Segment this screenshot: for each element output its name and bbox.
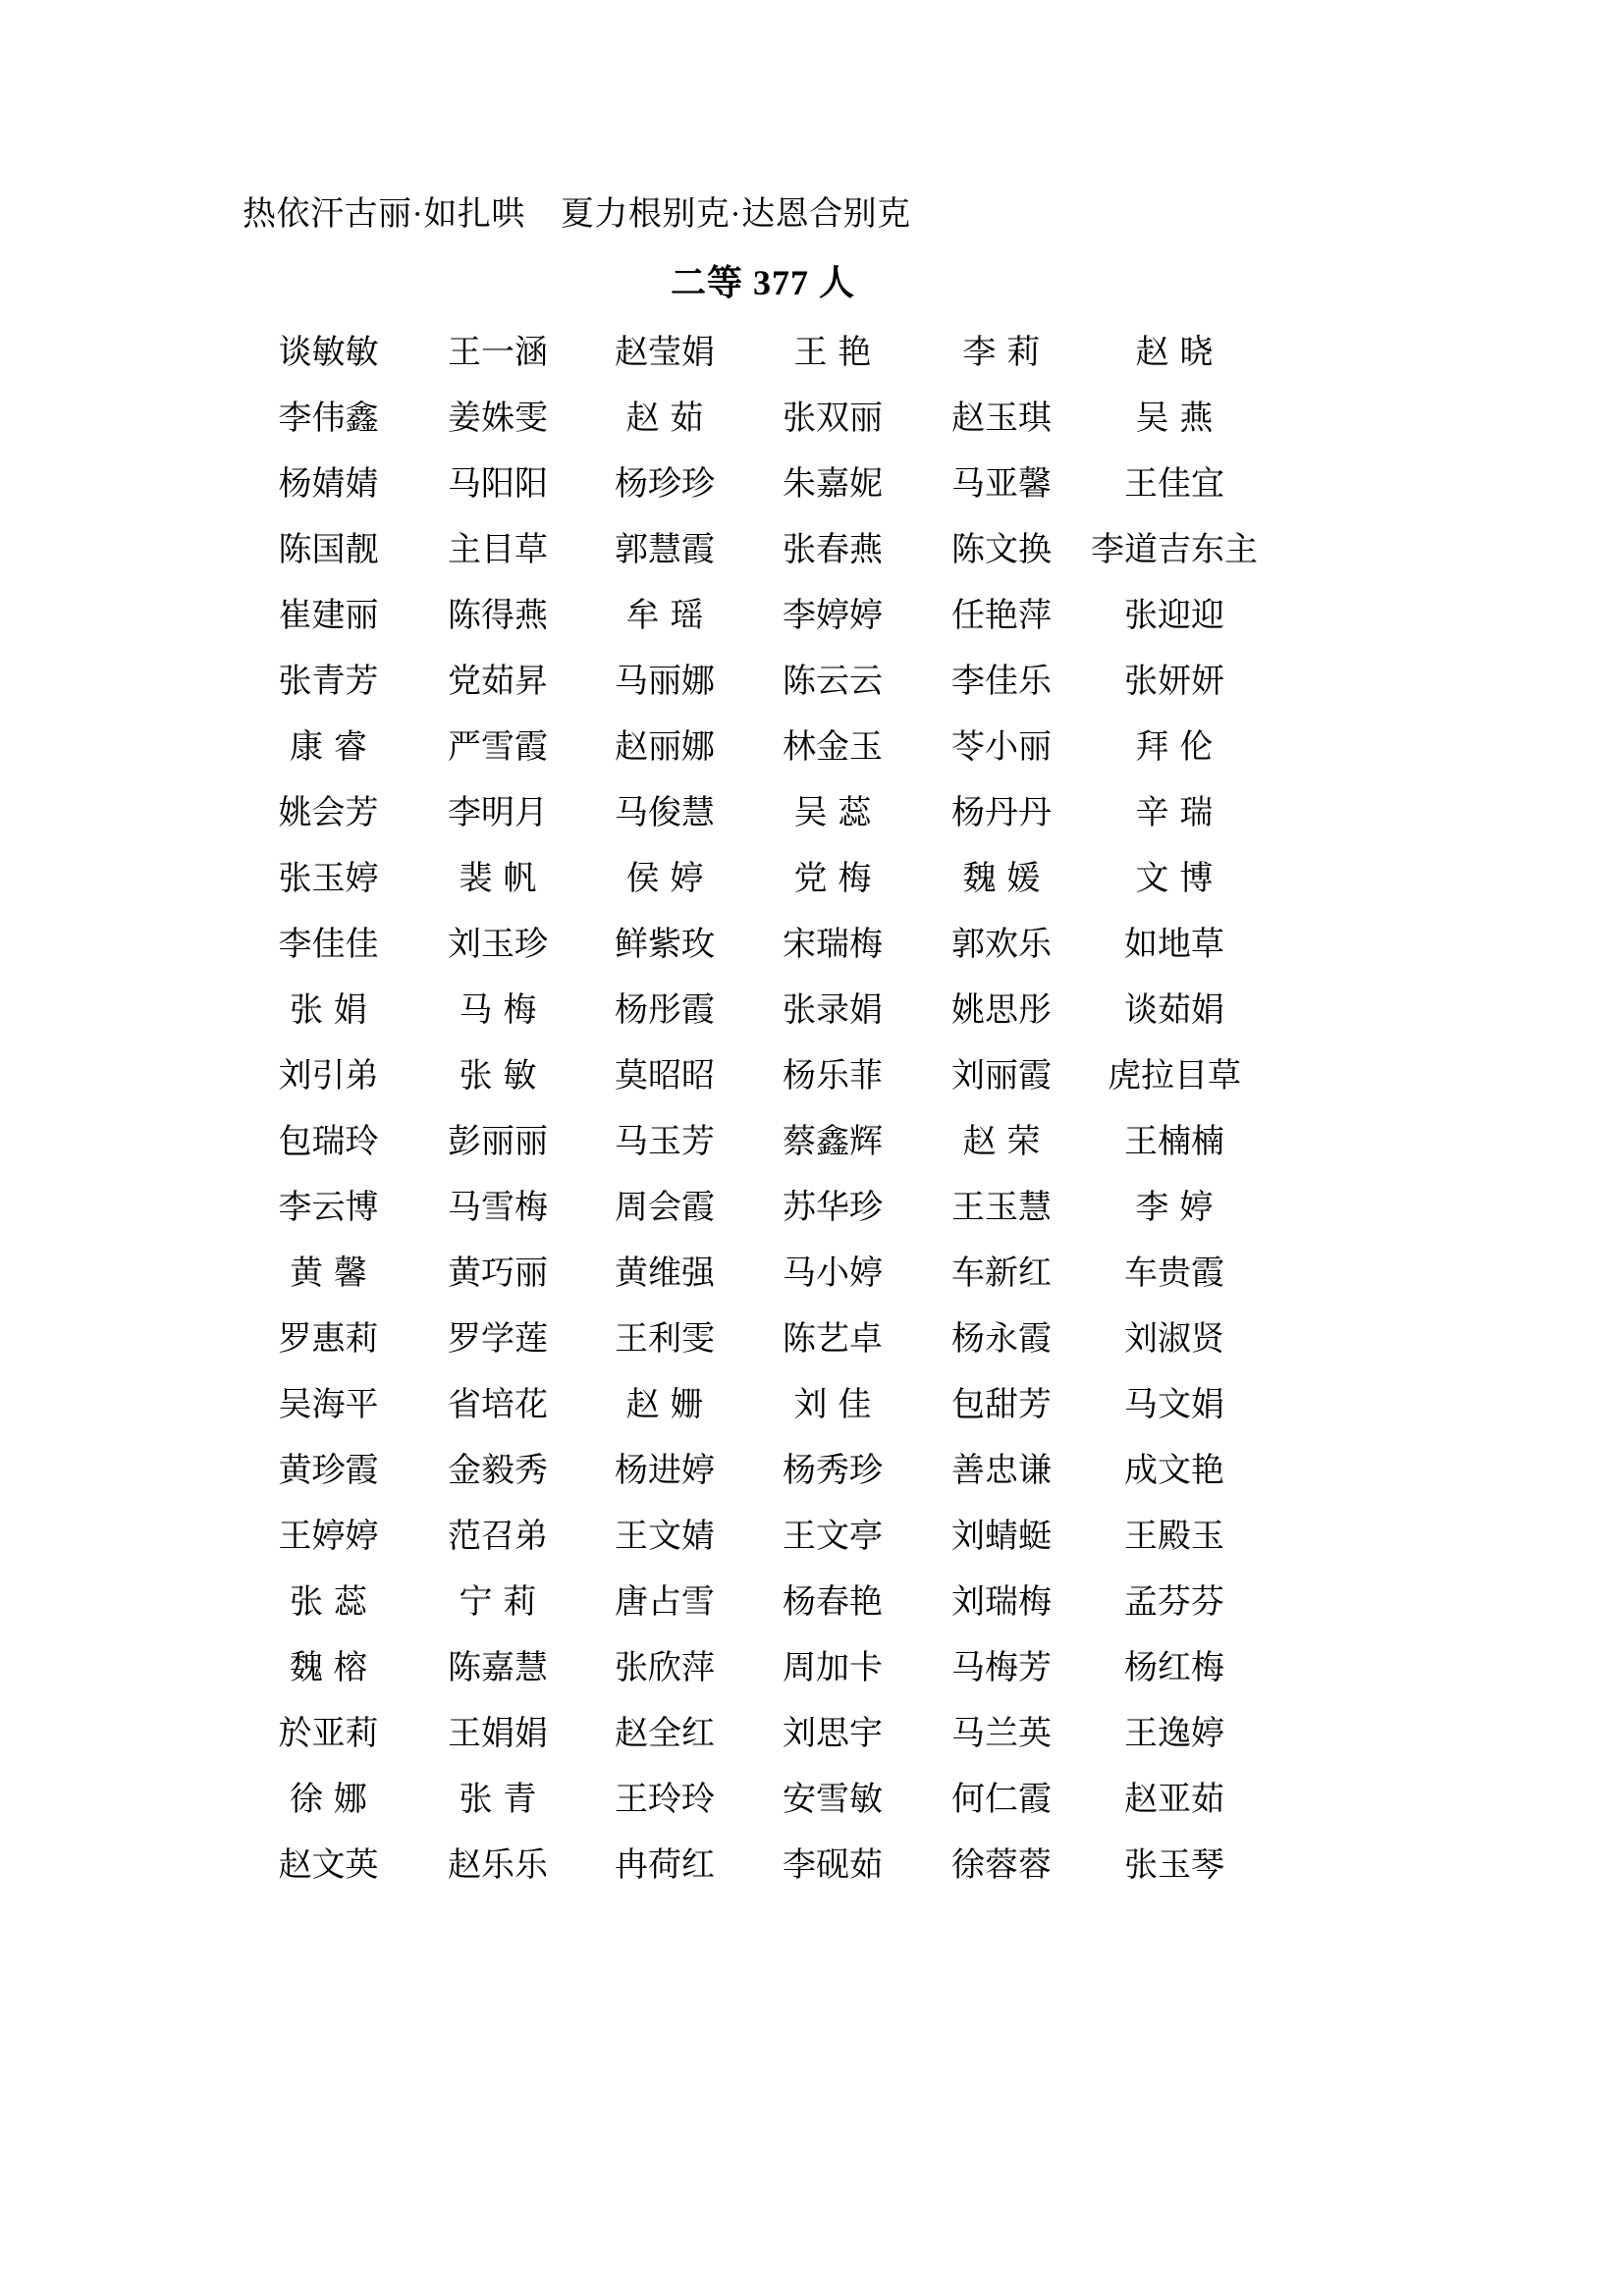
table-row [243,1438,1263,1504]
name-cell: 杨彤霞 [615,992,715,1029]
name-cell: 李明月 [448,795,548,831]
table-row [243,1504,1263,1570]
name-cell: 刘淑贤 [1124,1321,1224,1358]
name-cell: 杨春艳 [783,1584,883,1621]
name-cell: 范召弟 [448,1519,548,1555]
name-cell: 赵亚茹 [1124,1782,1224,1818]
name-cell: 宁莉 [459,1584,548,1621]
table-row [243,780,1263,846]
name-cell: 金毅秀 [448,1453,548,1489]
name-cell: 王一涵 [448,335,548,371]
name-cell: 赵玉琪 [951,400,1052,437]
name-cell: 张迎迎 [1124,598,1224,634]
name-cell: 安雪敏 [783,1782,883,1818]
table-row [243,583,1263,649]
name-cell: 刘玉珍 [448,927,548,963]
name-cell: 李佳乐 [951,664,1052,700]
name-cell: 杨丹丹 [951,795,1052,831]
name-cell: 陈嘉慧 [448,1650,548,1686]
name-cell: 王艳 [793,335,883,371]
table-row [243,1701,1263,1767]
name-cell: 赵姗 [625,1387,715,1423]
name-cell: 刘蜻蜓 [951,1519,1052,1555]
name-cell: 谈敏敏 [278,335,379,371]
name-cell: 黄珍霞 [278,1453,379,1489]
name-cell: 任艳萍 [951,598,1052,634]
name-cell: 包瑞玲 [278,1124,379,1160]
name-cell: 张玉琴 [1124,1847,1224,1884]
name-cell: 李莉 [962,335,1052,371]
name-cell: 陈国靓 [278,532,379,568]
name-cell: 张青 [459,1782,548,1818]
name-cell: 於亚莉 [278,1716,379,1752]
name-cell: 王佳宜 [1124,466,1224,503]
name-cell: 张蕊 [290,1584,378,1621]
name-cell: 崔建丽 [278,598,379,634]
name-cell: 马俊慧 [615,795,715,831]
table-row [243,1175,1263,1241]
name-cell: 马雪梅 [448,1190,548,1226]
name-cell: 赵晓 [1135,335,1224,371]
table-row [243,649,1263,715]
name-cell: 陈得燕 [448,598,548,634]
name-cell: 王殿玉 [1124,1519,1224,1555]
name-cell: 刘思宇 [783,1716,883,1752]
name-cell: 牟瑶 [625,598,715,634]
name-cell: 善忠谦 [951,1453,1052,1489]
table-row [243,1635,1263,1701]
name-cell: 姚思彤 [951,992,1052,1029]
table-row [243,978,1263,1043]
name-cell: 林金玉 [783,729,883,766]
table-row [243,320,1263,386]
name-cell: 马小婷 [783,1255,883,1292]
name-cell: 张敏 [459,1058,548,1095]
name-cell: 刘佳 [793,1387,883,1423]
name-cell: 张妍妍 [1124,664,1224,700]
name-cell: 刘引弟 [278,1058,379,1095]
name-cell: 罗学莲 [448,1321,548,1358]
name-cell: 王玉慧 [951,1190,1052,1226]
name-cell: 马丽娜 [615,664,715,700]
name-cell: 侯婷 [625,861,715,897]
name-cell: 王楠楠 [1124,1124,1224,1160]
name-cell: 孟芬芬 [1124,1584,1224,1621]
name-cell: 王文婧 [615,1519,715,1555]
name-cell: 杨婧婧 [278,466,379,503]
name-cell: 党茹昇 [448,664,548,700]
name-cell: 李佳佳 [278,927,379,963]
name-cell: 吴燕 [1135,400,1224,437]
name-cell: 陈云云 [783,664,883,700]
name-cell: 黄巧丽 [448,1255,548,1292]
name-cell: 魏媛 [962,861,1052,897]
name-cell: 赵文英 [278,1847,379,1884]
name-cell: 王逸婷 [1124,1716,1224,1752]
name-cell: 莫昭昭 [615,1058,715,1095]
name-cell: 苓小丽 [951,729,1052,766]
name-cell: 陈艺卓 [783,1321,883,1358]
name-cell: 张录娟 [783,992,883,1029]
table-row [243,386,1263,452]
table-row [243,517,1263,583]
name-cell: 王娟娟 [448,1716,548,1752]
name-cell: 马阳阳 [448,466,548,503]
name-cell: 杨乐菲 [783,1058,883,1095]
name-cell: 马亚馨 [951,466,1052,503]
name-cell: 王利雯 [615,1321,715,1358]
name-cell: 王文亭 [783,1519,883,1555]
name-cell: 李婷婷 [783,598,883,634]
name-cell: 刘丽霞 [951,1058,1052,1095]
table-row [243,1307,1263,1372]
section-title: 二等 377 人 [670,263,855,302]
name-cell: 虎拉目草 [1108,1058,1241,1095]
name-cell: 鲜紫玫 [615,927,715,963]
name-cell: 马梅 [459,992,548,1029]
name-cell: 姜姝雯 [448,400,548,437]
name-cell: 苏华珍 [783,1190,883,1226]
table-row [243,1767,1263,1833]
name-list-body [243,320,1263,1898]
table-row [243,452,1263,517]
table-row [243,715,1263,780]
name-cell: 王玲玲 [615,1782,715,1818]
name-cell: 张欣萍 [615,1650,715,1686]
table-row [243,1109,1263,1175]
name-cell: 李砚茹 [783,1847,883,1884]
name-cell: 如地草 [1124,927,1224,963]
table-row [243,912,1263,978]
name-cell: 周会霞 [615,1190,715,1226]
name-cell: 朱嘉妮 [783,466,883,503]
name-cell: 杨永霞 [951,1321,1052,1358]
name-cell: 姚会芳 [278,795,379,831]
name-cell: 赵荣 [962,1124,1052,1160]
name-cell: 辛瑞 [1135,795,1224,831]
name-cell: 陈文换 [951,532,1052,568]
name-cell: 彭丽丽 [448,1124,548,1160]
name-cell: 杨秀珍 [783,1453,883,1489]
name-cell: 谈茹娟 [1124,992,1224,1029]
name-cell: 吴海平 [278,1387,379,1423]
name-cell: 车贵霞 [1124,1255,1224,1292]
name-cell: 张青芳 [278,664,379,700]
name-cell: 马梅芳 [951,1650,1052,1686]
name-cell: 郭欢乐 [951,927,1052,963]
name-cell: 赵丽娜 [615,729,715,766]
name-cell: 刘瑞梅 [951,1584,1052,1621]
name-cell: 李道吉东主 [1091,532,1258,568]
name-cell: 党梅 [793,861,883,897]
name-cell: 杨进婷 [615,1453,715,1489]
name-cell: 郭慧霞 [615,532,715,568]
name-cell: 张双丽 [783,400,883,437]
name-cell: 康睿 [290,729,378,766]
name-cell: 张玉婷 [278,861,379,897]
name-list-table [243,320,1263,1898]
header-names-line: 热依汗古丽·如扎哄 夏力根别克·达恩合别克 [243,196,911,233]
name-cell: 马兰英 [951,1716,1052,1752]
name-cell: 马文娟 [1124,1387,1224,1423]
table-row [243,1833,1263,1898]
name-cell: 周加卡 [783,1650,883,1686]
table-row [243,1043,1263,1109]
name-cell: 张娟 [290,992,378,1029]
name-cell: 徐娜 [290,1782,378,1818]
name-cell: 杨珍珍 [615,466,715,503]
name-cell: 省培花 [448,1387,548,1423]
name-cell: 何仁霞 [951,1782,1052,1818]
name-cell: 冉荷红 [615,1847,715,1884]
name-cell: 马玉芳 [615,1124,715,1160]
name-cell: 包甜芳 [951,1387,1052,1423]
name-cell: 杨红梅 [1124,1650,1224,1686]
name-cell: 吴蕊 [793,795,883,831]
name-cell: 严雪霞 [448,729,548,766]
document-content [243,192,1381,1898]
name-cell: 文博 [1135,861,1224,897]
name-cell: 成文艳 [1124,1453,1224,1489]
name-cell: 李婷 [1135,1190,1224,1226]
name-cell: 主目草 [448,532,548,568]
name-cell: 李云博 [278,1190,379,1226]
table-row [243,846,1263,912]
name-cell: 魏榕 [290,1650,378,1686]
name-cell: 王婷婷 [278,1519,379,1555]
name-cell: 黄维强 [615,1255,715,1292]
name-cell: 李伟鑫 [278,400,379,437]
name-cell: 宋瑞梅 [783,927,883,963]
table-row [243,1372,1263,1438]
name-cell: 赵莹娟 [615,335,715,371]
name-cell: 拜伦 [1135,729,1224,766]
name-cell: 黄馨 [290,1255,378,1292]
name-cell: 赵全红 [615,1716,715,1752]
name-cell: 车新红 [951,1255,1052,1292]
name-cell: 赵乐乐 [448,1847,548,1884]
name-cell: 唐占雪 [615,1584,715,1621]
name-cell: 张春燕 [783,532,883,568]
table-row [243,1241,1263,1307]
name-cell: 裴帆 [459,861,548,897]
name-cell: 罗惠莉 [278,1321,379,1358]
name-cell: 徐蓉蓉 [951,1847,1052,1884]
table-row [243,1570,1263,1635]
name-cell: 赵茹 [625,400,715,437]
name-cell: 蔡鑫辉 [783,1124,883,1160]
